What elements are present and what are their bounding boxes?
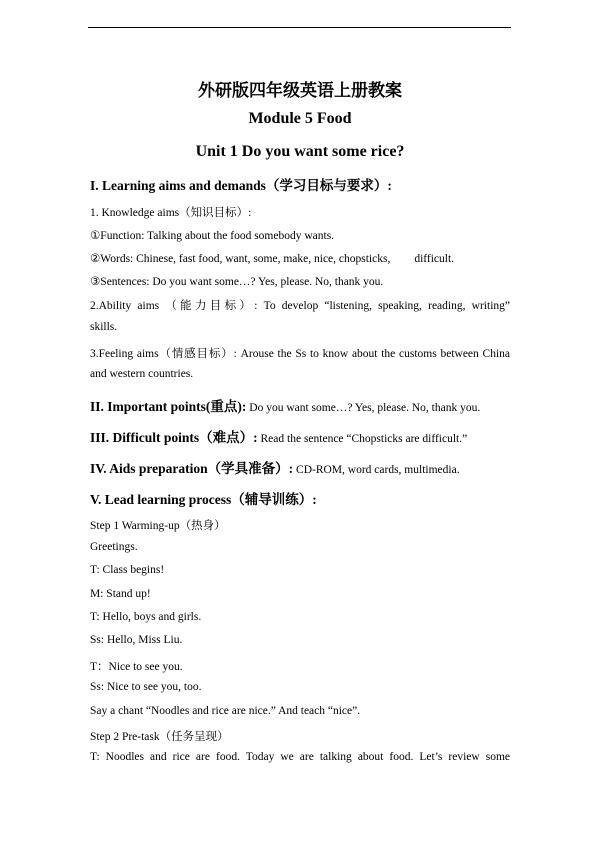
section-2-text: Do you want some…? Yes, please. No, thank you. — [246, 402, 481, 414]
ability-aims-line-1: 2.Ability aims （能力目标）: To develop “listening, speaking, reading, writing” — [90, 300, 510, 312]
ability-aims-line-2: skills. — [90, 321, 118, 333]
section-4 — [90, 457, 460, 477]
dialogue-line: T: Class begins! — [90, 564, 165, 576]
greetings-line: Greetings. — [90, 541, 138, 553]
section-2-heading: II. Important points(重点): — [90, 399, 247, 414]
words-line — [90, 251, 454, 265]
section-3-text: Read the sentence “Chopsticks are difficult.” — [257, 433, 468, 445]
section-3-heading: III. Difficult points（难点）: — [90, 430, 258, 445]
step-1: Step 1 Warming-up（热身） — [90, 520, 226, 532]
module-title: Module 5 Food — [248, 110, 352, 127]
function-line: ①Function: Talking about the food somebody wants. — [90, 230, 335, 242]
step-2: Step 2 Pre-task（任务呈现） — [90, 731, 229, 743]
document-title: 外研版四年级英语上册教案 — [198, 81, 402, 100]
sentences-line: ③Sentences: Do you want some…? Yes, please. No, thank you. — [90, 276, 384, 288]
dialogue-line: Ss: Hello, Miss Liu. — [90, 634, 183, 646]
unit-title: Unit 1 Do you want some rice? — [195, 143, 405, 160]
dialogue-line: T：Nice to see you. — [90, 661, 183, 673]
section-3 — [90, 426, 467, 446]
section-1-heading: I. Learning aims and demands（学习目标与要求）: — [90, 178, 392, 193]
feeling-aims-line-2: and western countries. — [90, 368, 194, 380]
dialogue-line: Ss: Nice to see you, too. — [90, 681, 202, 693]
header-rule — [88, 27, 511, 28]
knowledge-aims: 1. Knowledge aims（知识目标）: — [90, 207, 252, 219]
section-4-heading: IV. Aids preparation（学具准备）: — [90, 461, 294, 476]
section-4-text: CD-ROM, word cards, multimedia. — [293, 464, 460, 476]
words-text: ②Words: Chinese, fast food, want, some, make, nice, chopsticks, — [90, 253, 391, 265]
dialogue-line: M: Stand up! — [90, 588, 151, 600]
section-5-heading: V. Lead learning process（辅导训练）: — [90, 492, 317, 507]
chant-line: Say a chant “Noodles and rice are nice.” And teach “nice”. — [90, 705, 361, 717]
dialogue-line: T: Hello, boys and girls. — [90, 611, 202, 623]
feeling-aims-line-1: 3.Feeling aims（情感目标）: Arouse the Ss to know about the customs between China — [90, 348, 510, 360]
words-end: difficult. — [414, 253, 455, 265]
section-2 — [90, 395, 480, 415]
last-line: T: Noodles and rice are food. Today we are talking about food. Let’s review some — [90, 751, 510, 763]
